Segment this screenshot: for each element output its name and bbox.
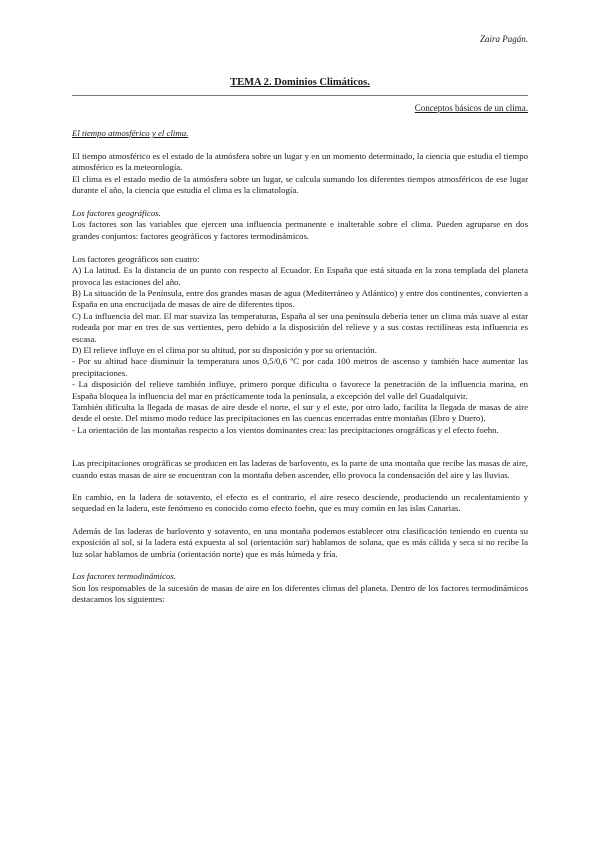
paragraph-factor-b: B) La situación de la Península, entre dos grandes masas de agua (Mediterráneo y Atlántico) y entre dos continentes, convierten a España en una encrucijada de masas de aire de diferentes tipos. — [72, 287, 528, 310]
paragraph-factor-d-masas: También dificulta la llegada de masas de aire desde el norte, el sur y el este, por otro lado, facilita la llegada de masas de aire desde el oeste. Del mismo modo reduce las precipitaciones en las cuencas encerradas entre montañas (Ebro y Duero). — [72, 402, 528, 424]
document-body — [72, 128, 528, 605]
paragraph-orograficas-2: En cambio, en la ladera de sotavento, el efecto es el contrario, el aire reseco desciende, produciendo un recalentamiento y sequedad en la ladera, este fenómeno es conocido como efecto foehn, que es muy común en las islas Canarias. — [72, 492, 528, 514]
heading-tiempo: El tiempo atmosférico y el clima. — [72, 128, 189, 138]
paragraph-factores-2: Los factores geográficos son cuatro: — [72, 253, 200, 264]
paragraph-factor-d-altitud: - Por su altitud hace disminuir la temperatura unos 0,5/0,6 ºC por cada 100 metros de ascenso y también hace aumentar las precipitaciones. — [72, 356, 528, 378]
paragraph-tiempo-1: El tiempo atmosférico es el estado de la atmósfera sobre un lugar y en un momento determinado, la ciencia que estudia el tiempo atmosférico es la meteorología. — [72, 150, 528, 173]
heading-factores-termodinamicos: Los factores termodinámicos. — [72, 571, 177, 582]
paragraph-termodinamicos-1: Son los responsables de la sucesión de masas de aire en los diferentes climas del planeta. Dentro de los factores termodinámicos destacamos los siguientes: — [72, 582, 528, 604]
paragraph-factor-a: A) La latitud. Es la distancia de un punto con respecto al Ecuador. En España que está situada en la zona templada del planeta provoca las estaciones del año. — [72, 265, 528, 287]
paragraph-factor-d-disposicion: - La disposición del relieve también influye, primero porque dificulta o favorece la penetración de la influencia marina, en España bloquea la influencia del mar en prácticamente toda la península, a excepción del valle del Guadalquivir. — [72, 379, 528, 401]
heading-factores-geograficos: Los factores geográficos. — [72, 208, 161, 219]
section-subtitle: Conceptos básicos de un clima. — [414, 103, 528, 113]
paragraph-factores-1: Los factores son las variables que ejercen una influencia permanente e inalterable sobre el clima. Pueden agruparse en dos grandes conjuntos: factores geográficos y factores termodinámicos. — [72, 219, 528, 241]
document-title: TEMA 2. Dominios Climáticos. — [230, 77, 370, 88]
paragraph-factor-d-orientacion: - La orientación de las montañas respecto a los vientos dominantes crea: las precipitaciones orográficas y el efecto foehn. — [72, 424, 499, 435]
paragraph-orograficas-3: Además de las laderas de barlovento y sotavento, en una montaña podemos establecer otra clasificación teniendo en cuenta su exposición al sol, si la ladera está expuesta al sol (orientación sur) hablamos de solana, que es más cálida y seca si no recibe la luz solar hablamos de umbría (orientación norte) que es más húmeda y fría. — [72, 525, 528, 559]
paragraph-factor-c: C) La influencia del mar. El mar suaviza las temperaturas, España al ser una península debería tener un clima más suave al estar rodeada por mar en tres de sus vertientes, pero debido a la disposición del relieve y a sus costas rectilíneas esta influencia es escasa. — [72, 310, 528, 344]
paragraph-tiempo-2: El clima es el estado medio de la atmósfera sobre un lugar, se calcula sumando los diferentes tiempos atmosféricos de ese lugar durante el año, la ciencia que estudia el clima es la climatología. — [72, 173, 528, 196]
paragraph-orograficas-1: Las precipitaciones orográficas se producen en las laderas de barlovento, es la parte de una montaña que recibe las masas de aire, cuando estas masas de aire se encuentran con la montaña deben ascender, ello provoca la condensación del aire y las lluvias. — [72, 458, 528, 480]
author-name: Zaira Pagán. — [479, 34, 528, 44]
paragraph-factor-d: D) El relieve influye en el clima por su altitud, por su disposición y por su orientación. — [72, 345, 377, 355]
title-divider — [72, 95, 528, 96]
